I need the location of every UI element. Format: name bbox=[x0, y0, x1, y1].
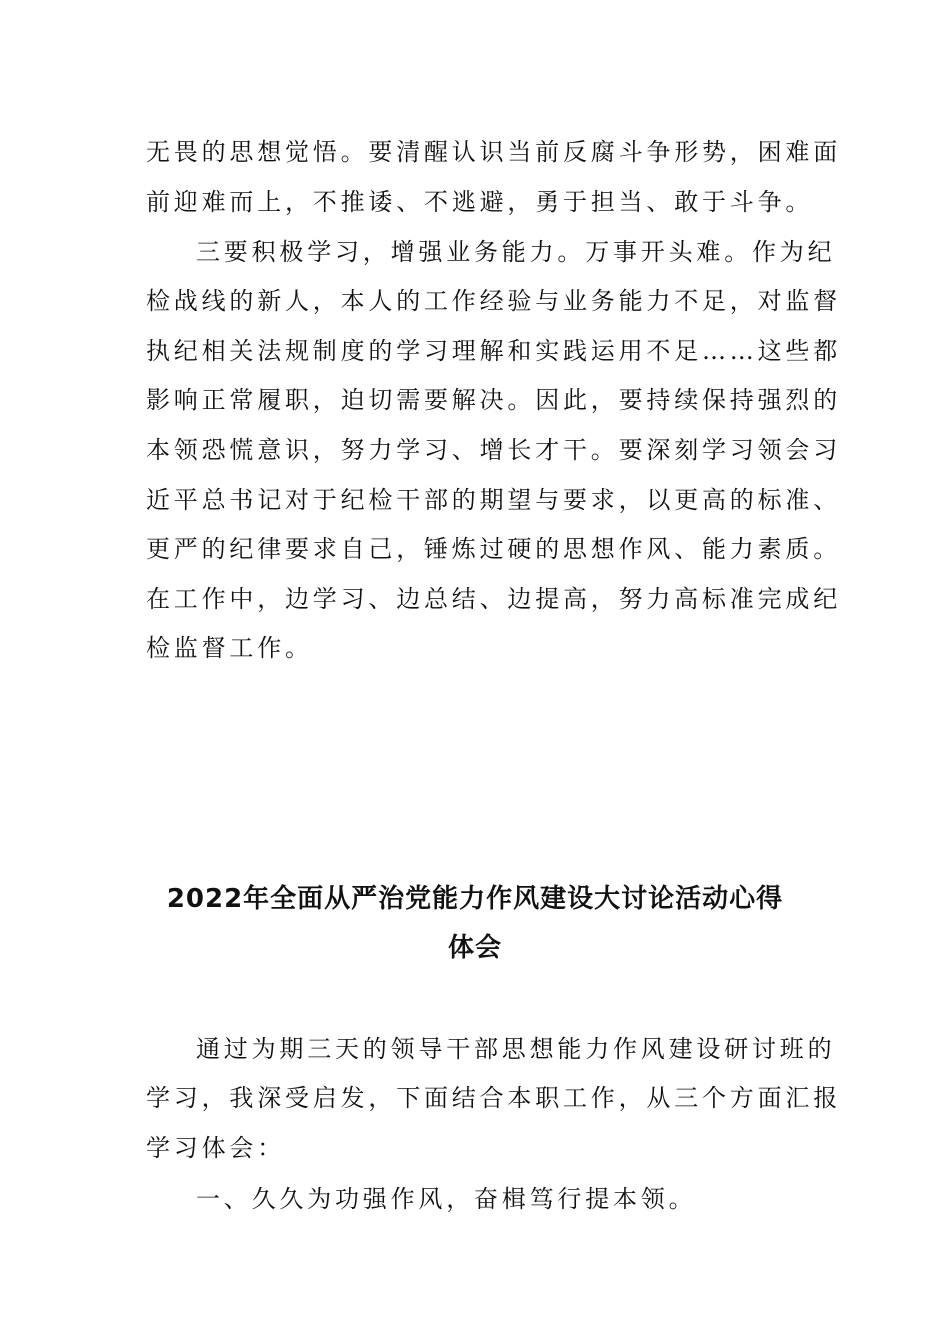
paragraph-line: 更严的纪律要求自己，锤炼过硬的思想作风、能力素质。 bbox=[146, 535, 841, 563]
article-title-line: 2022年全面从严治党能力作风建设大讨论活动心得 bbox=[166, 884, 784, 914]
paragraph-line: 无畏的思想觉悟。要清醒认识当前反腐斗争形势，困难面 bbox=[146, 138, 841, 166]
paragraph-line: 在工作中，边学习、边总结、边提高，努力高标准完成纪 bbox=[146, 585, 841, 613]
paragraph-line: 检战线的新人，本人的工作经验与业务能力不足，对监督 bbox=[146, 287, 841, 315]
paragraph-line: 通过为期三天的领导干部思想能力作风建设研讨班的 bbox=[196, 1035, 836, 1063]
paragraph-line: 影响正常履职，迫切需要解决。因此，要持续保持强烈的 bbox=[146, 386, 841, 414]
article-title-line: 体会 bbox=[447, 933, 502, 963]
paragraph-line: 本领恐慌意识，努力学习、增长才干。要深刻学习领会习 bbox=[146, 436, 841, 464]
paragraph-line: 检监督工作。 bbox=[146, 634, 313, 662]
paragraph-line: 三要积极学习，增强业务能力。万事开头难。作为纪 bbox=[196, 238, 836, 266]
paragraph-line: 近平总书记对于纪检干部的期望与要求，以更高的标准、 bbox=[146, 486, 841, 514]
paragraph-line: 执纪相关法规制度的学习理解和实践运用不足……这些都 bbox=[146, 337, 841, 365]
paragraph-line: 前迎难而上，不推诿、不逃避，勇于担当、敢于斗争。 bbox=[146, 188, 814, 216]
paragraph-line: 学习，我深受启发，下面结合本职工作，从三个方面汇报 bbox=[146, 1084, 841, 1112]
paragraph-line: 学习体会： bbox=[146, 1134, 285, 1162]
section-heading: 一、久久为功强作风，奋楫笃行提本领。 bbox=[196, 1185, 697, 1213]
